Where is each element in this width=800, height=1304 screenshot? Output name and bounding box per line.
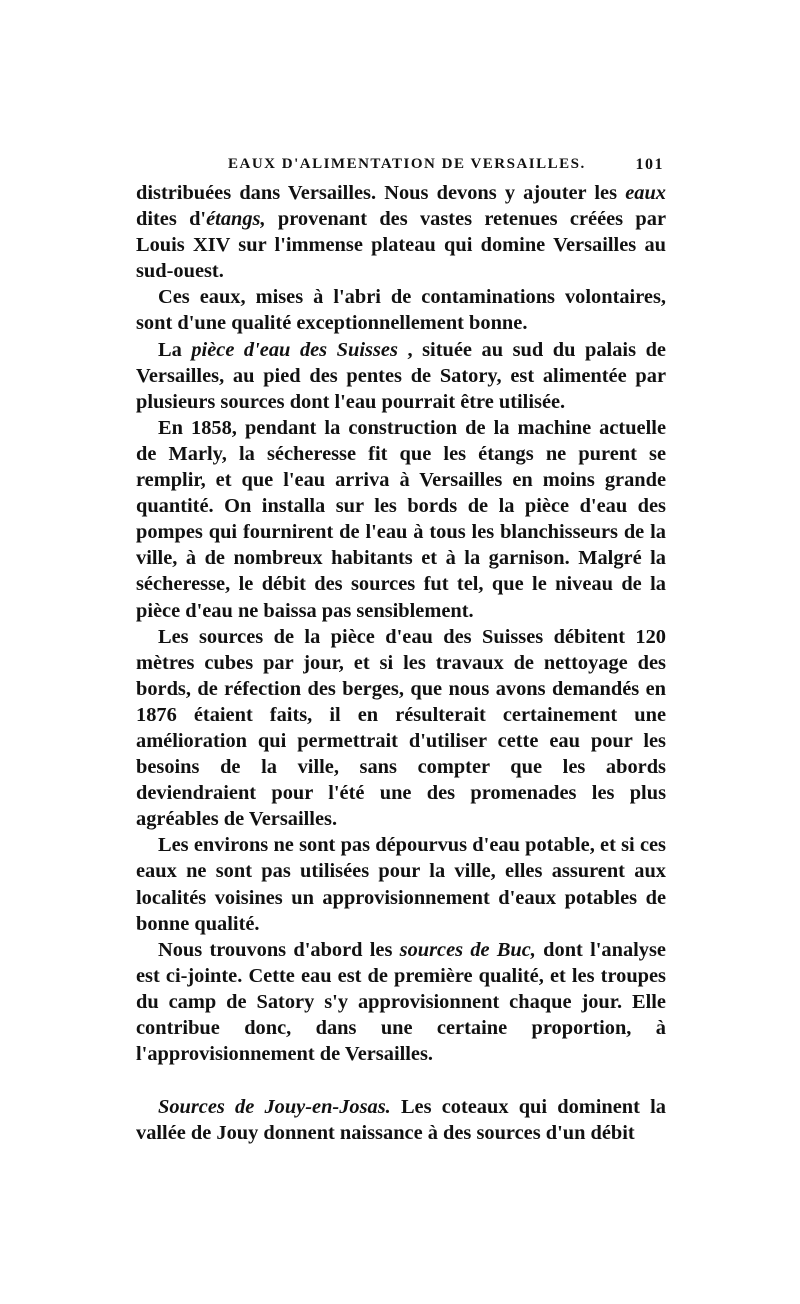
running-head [136,150,666,180]
text-run: provenant des vastes retenues créées par Louis XIV sur l'immense plateau qui domine Versailles au sud-ouest. [136,208,667,283]
text-run: Nous trouvons d'abord les [158,938,400,961]
italic-eaux: eaux [625,182,666,204]
paragraph-piece-d-eau [136,337,666,415]
paragraph-jouy-en-josas [136,1094,666,1146]
page-number: 101 [635,156,664,173]
text-run: distribuées dans Versailles. Nous devons y ajouter les [136,182,626,204]
text-run: dont l'analyse est ci-jointe. Cette eau est de première qualité, et les troupes du camp de Satory s'y approvisionnent chaque jour. Elle contribue donc, dans une certaine proportion, à l'approvisionnement de Versailles. [136,938,666,1066]
italic-piece-d-eau-des-suisses: pièce d'eau des Suisses [191,338,398,361]
text-run: Les coteaux qui dominent la vallée de Jouy donnent naissance à des sources d'un débit [136,1096,666,1145]
paragraph-environs: Les environs ne sont pas dépourvus d'eau potable, et si ces eaux ne sont pas utilisées pour la ville, elles assurent aux localités voisines un approvisionnement d'eaux potables de bonne qualité. [136,834,666,935]
paragraph-continuation [136,180,666,284]
running-title: EAUX D'ALIMENTATION DE VERSAILLES. [228,156,586,172]
italic-sources-de-buc: sources de Buc, [399,938,536,961]
italic-etangs: étangs, [206,208,266,231]
text-run: La [158,338,192,361]
text-run: , située au sud du palais de Versailles, au pied des pentes de Satory, est alimentée par plusieurs sources dont l'eau pourrait être utilisée. [136,338,666,413]
paragraph-water-quality: Ces eaux, mises à l'abri de contaminations volontaires, sont d'une qualité exceptionnellement bonne. [136,286,666,335]
book-page [136,150,666,1146]
paragraph-1858: En 1858, pendant la construction de la machine actuelle de Marly, la sécheresse fit que les étangs ne purent se remplir, et que l'eau arriva à Versailles en moins grande quantité. On installa sur les bords de la pièce d'eau des pompes qui fournirent de l'eau à tous les blanchisseurs de la ville, à de nombreux habitants et à la garnison. Malgré la sécheresse, le débit des sources fut tel, que le niveau de la pièce d'eau ne baissa pas sensiblement. [136,416,666,622]
section-heading-jouy-en-josas: Sources de Jouy-en-Josas. [158,1096,391,1119]
paragraph-sources-suisses: Les sources de la pièce d'eau des Suisses débitent 120 mètres cubes par jour, et si les travaux de nettoyage des bords, de réfection des berges, que nous avons demandés en 1876 étaient faits, il en résulterait certainement une amélioration qui permettrait d'utiliser cette eau pour les besoins de la ville, sans compter que les abords deviendraient pour l'été une des promenades les plus agréables de Versailles. [136,625,666,831]
text-run: dites d' [136,208,207,231]
paragraph-sources-de-buc [136,937,666,1067]
